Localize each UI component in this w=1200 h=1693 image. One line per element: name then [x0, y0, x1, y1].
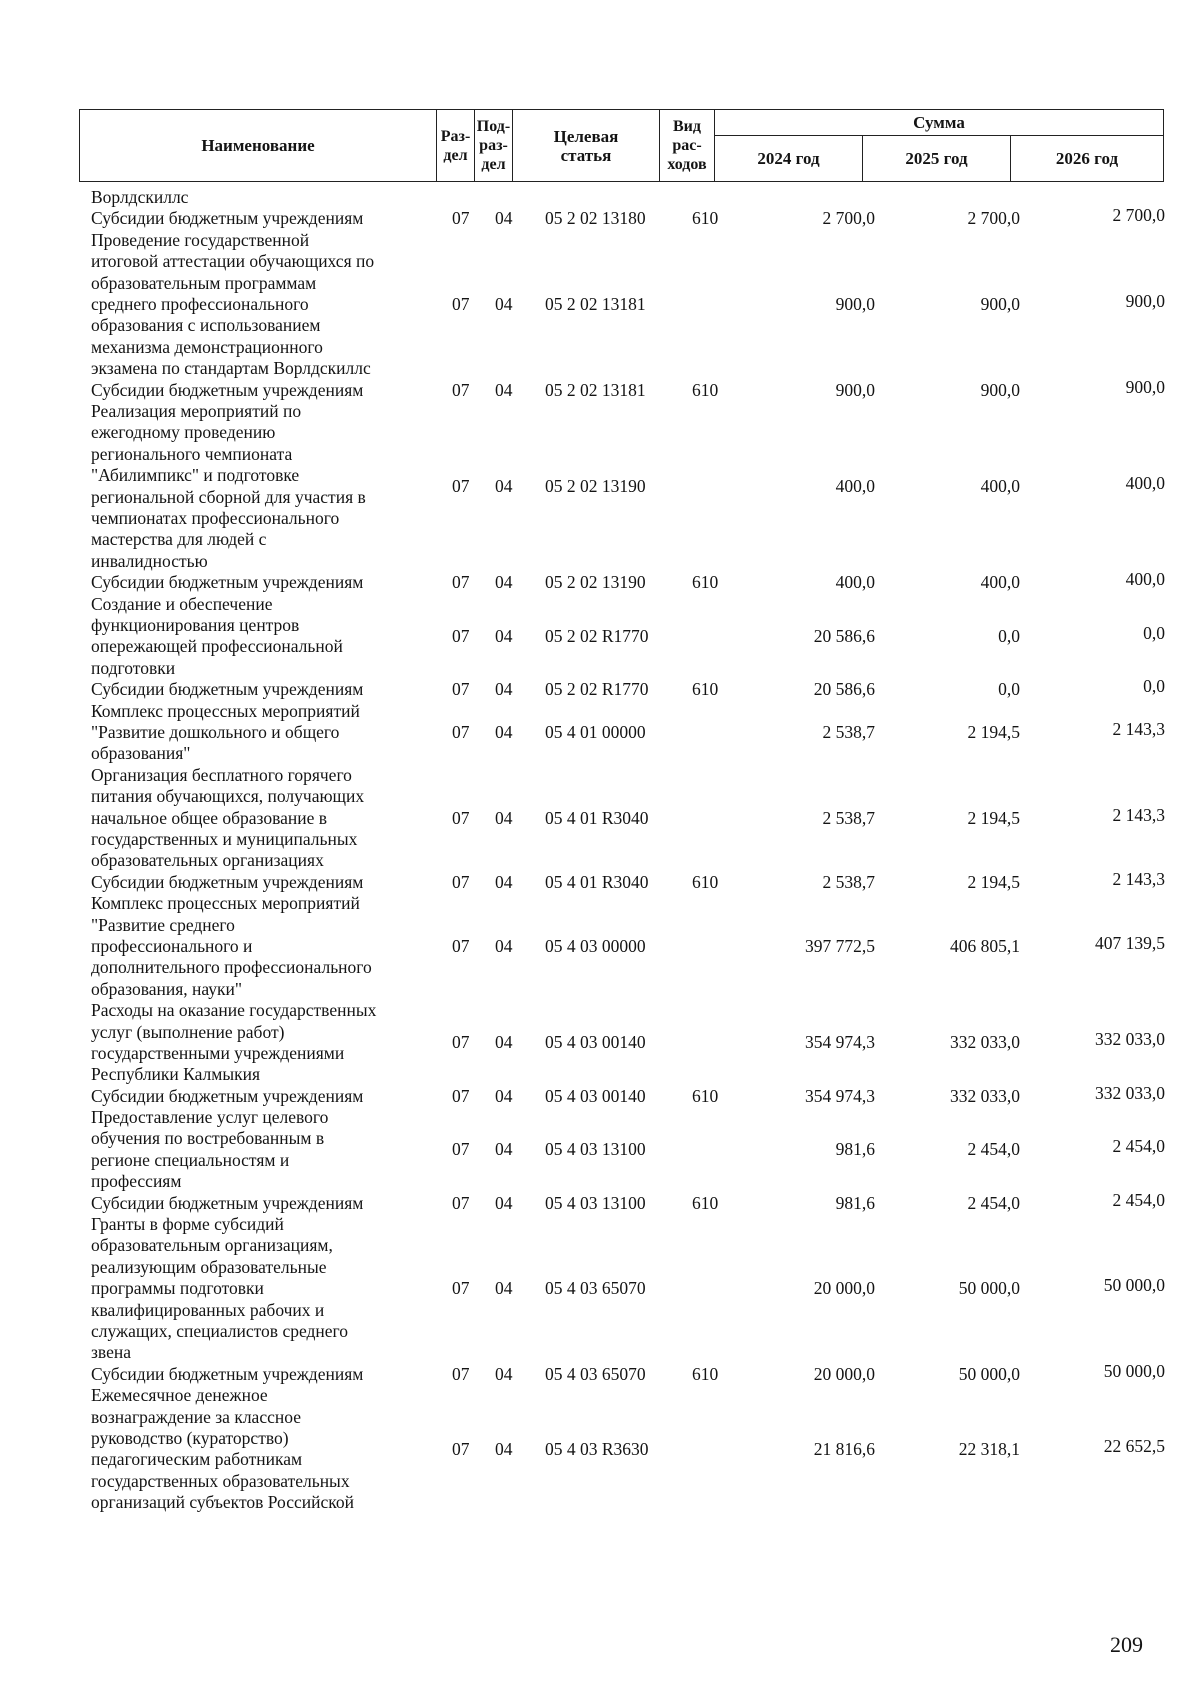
row-name	[91, 208, 436, 229]
row-sum-2026: 50 000,0	[1103, 1360, 1165, 1381]
header-target-article: Целевая статья	[513, 110, 660, 182]
row-podrazdel: 04	[495, 871, 513, 892]
row-name-line: регионе специальностям и	[91, 1149, 290, 1170]
row-name-line: Предоставление услуг целевого	[91, 1107, 329, 1128]
row-name-line: педагогическим работникам	[91, 1449, 303, 1470]
row-name-line: опережающей профессиональной	[91, 636, 343, 657]
row-name	[91, 401, 436, 572]
row-name-line: Субсидии бюджетным учреждениям	[91, 208, 364, 229]
row-sum-2024: 2 538,7	[822, 721, 875, 742]
table-row	[0, 1214, 1200, 1364]
row-name-line: ежегодному проведению	[91, 422, 276, 443]
row-razdel: 07	[452, 293, 470, 314]
row-name	[91, 380, 436, 401]
row-sum-2026: 2 143,3	[1112, 718, 1165, 739]
row-podrazdel: 04	[495, 1032, 513, 1053]
row-sum-2024: 981,6	[835, 1192, 875, 1213]
row-sum-2025: 50 000,0	[958, 1278, 1020, 1299]
row-name-line: Субсидии бюджетным учреждениям	[91, 1363, 364, 1384]
row-name-line: Проведение государственной	[91, 229, 310, 250]
row-sum-2026: 2 143,3	[1112, 868, 1165, 889]
row-name-line: образовательным программам	[91, 272, 317, 293]
row-sum-2025: 2 454,0	[967, 1192, 1020, 1213]
row-name-line: дополнительного профессионального	[91, 957, 372, 978]
row-sum-2026: 2 454,0	[1112, 1189, 1165, 1210]
row-name-line: вознаграждение за классное	[91, 1406, 301, 1427]
row-sum-2026: 50 000,0	[1103, 1275, 1165, 1296]
row-name-line: подготовки	[91, 657, 176, 678]
row-sum-2024: 20 586,6	[813, 679, 875, 700]
row-name	[91, 1086, 436, 1107]
row-expense-type: 610	[692, 679, 719, 700]
row-expense-type: 610	[692, 572, 719, 593]
row-podrazdel: 04	[495, 807, 513, 828]
row-sum-2024: 20 586,6	[813, 625, 875, 646]
header-name: Наименование	[80, 110, 437, 182]
header-year-2024: 2024 год	[715, 136, 863, 182]
row-name-line: образования с использованием	[91, 315, 321, 336]
row-name	[91, 1000, 436, 1086]
row-razdel: 07	[452, 721, 470, 742]
row-sum-2026: 332 033,0	[1095, 1082, 1165, 1103]
row-razdel: 07	[452, 1278, 470, 1299]
row-name	[91, 893, 436, 1000]
row-razdel: 07	[452, 208, 470, 229]
row-target-article: 05 2 02 13181	[545, 293, 646, 314]
header-sum: Сумма	[715, 110, 1164, 136]
row-name	[91, 872, 436, 893]
row-target-article: 05 4 03 R3630	[545, 1438, 649, 1459]
table-row	[0, 676, 1200, 700]
row-name-line: инвалидностью	[91, 550, 208, 571]
row-expense-type: 610	[692, 1363, 719, 1384]
row-name-line: Ежемесячное денежное	[91, 1385, 268, 1406]
table-row	[0, 376, 1200, 401]
row-name-line: Реализация мероприятий по	[91, 400, 302, 421]
row-name-line: Ворлдскиллс	[91, 187, 189, 207]
row-sum-2024: 2 700,0	[822, 208, 875, 229]
row-name-line: регионального чемпионата	[91, 443, 293, 464]
row-sum-2025: 2 194,5	[967, 807, 1020, 828]
row-sum-2025: 2 700,0	[967, 208, 1020, 229]
row-sum-2024: 20 000,0	[813, 1363, 875, 1384]
row-name	[91, 230, 436, 380]
row-expense-type: 610	[692, 208, 719, 229]
row-sum-2026: 332 033,0	[1095, 1029, 1165, 1050]
row-sum-2026: 2 143,3	[1112, 804, 1165, 825]
row-sum-2024: 21 816,6	[813, 1438, 875, 1459]
row-podrazdel: 04	[495, 1438, 513, 1459]
row-sum-2024: 981,6	[835, 1139, 875, 1160]
row-name-line: Субсидии бюджетным учреждениям	[91, 1192, 364, 1213]
row-target-article: 05 4 03 00000	[545, 935, 646, 956]
row-sum-2025: 332 033,0	[950, 1085, 1020, 1106]
page-number: 209	[1110, 1632, 1143, 1657]
row-podrazdel: 04	[495, 379, 513, 400]
table-row	[0, 1385, 1200, 1513]
row-podrazdel: 04	[495, 293, 513, 314]
row-name-line: Республики Калмыкия	[91, 1064, 261, 1085]
row-expense-type: 610	[692, 1192, 719, 1213]
row-name-line: государственных и муниципальных	[91, 828, 358, 849]
row-name-line: итоговой аттестации обучающихся по	[91, 251, 375, 272]
row-name-line: мастерства для людей с	[91, 529, 267, 550]
row-sum-2025: 900,0	[980, 379, 1020, 400]
table-row	[0, 205, 1200, 229]
row-name-line: "Развитие дошкольного и общего	[91, 721, 340, 742]
row-razdel: 07	[452, 379, 470, 400]
row-name-line: Субсидии бюджетным учреждениям	[91, 871, 364, 892]
row-target-article: 05 4 01 R3040	[545, 807, 649, 828]
row-razdel: 07	[452, 807, 470, 828]
row-name	[91, 1214, 436, 1364]
row-sum-2025: 400,0	[980, 572, 1020, 593]
row-razdel: 07	[452, 679, 470, 700]
row-sum-2024: 400,0	[835, 475, 875, 496]
table-header	[79, 109, 1164, 182]
row-name	[91, 1385, 436, 1513]
table-row	[0, 1000, 1200, 1086]
table-row	[0, 868, 1200, 893]
row-razdel: 07	[452, 1192, 470, 1213]
row-target-article: 05 2 02 13190	[545, 475, 646, 496]
row-name-line: Субсидии бюджетным учреждениям	[91, 1085, 364, 1106]
row-name-line: руководство (кураторство)	[91, 1428, 289, 1449]
row-razdel: 07	[452, 475, 470, 496]
row-sum-2025: 22 318,1	[958, 1438, 1020, 1459]
table-row	[0, 569, 1200, 593]
row-razdel: 07	[452, 1032, 470, 1053]
table-row	[0, 765, 1200, 872]
row-sum-2025: 400,0	[980, 475, 1020, 496]
row-name	[91, 701, 436, 765]
row-razdel: 07	[452, 1363, 470, 1384]
row-target-article: 05 2 02 R1770	[545, 625, 649, 646]
row-podrazdel: 04	[495, 1085, 513, 1106]
row-sum-2025: 50 000,0	[958, 1363, 1020, 1384]
table-row	[0, 1360, 1200, 1385]
row-sum-2024: 354 974,3	[805, 1032, 875, 1053]
row-name-line: среднего профессионального	[91, 293, 309, 314]
row-name-line: организаций субъектов Российской	[91, 1492, 354, 1513]
row-sum-2025: 900,0	[980, 293, 1020, 314]
table-row	[0, 893, 1200, 1000]
row-name-line: чемпионатах профессионального	[91, 507, 340, 528]
row-sum-2026: 2 454,0	[1112, 1136, 1165, 1157]
row-sum-2024: 20 000,0	[813, 1278, 875, 1299]
row-sum-2024: 354 974,3	[805, 1085, 875, 1106]
header-podrazdel: Под- раз- дел	[475, 110, 513, 182]
row-sum-2025: 2 194,5	[967, 871, 1020, 892]
row-razdel: 07	[452, 625, 470, 646]
row-sum-2024: 2 538,7	[822, 871, 875, 892]
row-name-line: Расходы на оказание государственных	[91, 1000, 377, 1021]
row-target-article: 05 4 03 00140	[545, 1032, 646, 1053]
row-razdel: 07	[452, 1139, 470, 1160]
row-name	[91, 572, 436, 593]
row-name	[91, 1193, 436, 1214]
row-target-article: 05 4 03 65070	[545, 1363, 646, 1384]
row-sum-2026: 400,0	[1125, 472, 1165, 493]
row-sum-2024: 400,0	[835, 572, 875, 593]
row-sum-2026: 900,0	[1125, 290, 1165, 311]
row-sum-2026: 0,0	[1143, 676, 1165, 697]
row-name	[91, 187, 436, 208]
row-name-line: Комплекс процессных мероприятий	[91, 893, 360, 914]
row-name-line: Субсидии бюджетным учреждениям	[91, 572, 364, 593]
row-target-article: 05 4 03 00140	[545, 1085, 646, 1106]
row-sum-2026: 22 652,5	[1103, 1435, 1165, 1456]
row-name-line: обучения по востребованным в	[91, 1128, 325, 1149]
row-name-line: экзамена по стандартам Ворлдскиллс	[91, 358, 371, 379]
row-razdel: 07	[452, 1085, 470, 1106]
row-podrazdel: 04	[495, 721, 513, 742]
row-sum-2026: 900,0	[1125, 376, 1165, 397]
header-razdel: Раз- дел	[437, 110, 475, 182]
row-podrazdel: 04	[495, 1363, 513, 1384]
row-name-line: программы подготовки	[91, 1278, 264, 1299]
row-name-line: начальное общее образование в	[91, 807, 328, 828]
row-target-article: 05 2 02 R1770	[545, 679, 649, 700]
row-expense-type: 610	[692, 871, 719, 892]
row-podrazdel: 04	[495, 679, 513, 700]
header-year-2025: 2025 год	[863, 136, 1011, 182]
row-name	[91, 1364, 436, 1385]
row-target-article: 05 4 03 65070	[545, 1278, 646, 1299]
row-name-line: профессионального и	[91, 935, 253, 956]
row-name-line: питания обучающихся, получающих	[91, 786, 365, 807]
row-target-article: 05 4 01 00000	[545, 721, 646, 742]
row-name-line: звена	[91, 1342, 131, 1363]
row-name-line: Субсидии бюджетным учреждениям	[91, 379, 364, 400]
row-name-line: образовательным организациям,	[91, 1235, 333, 1256]
row-sum-2024: 397 772,5	[805, 935, 875, 956]
table-row	[0, 1189, 1200, 1214]
row-podrazdel: 04	[495, 208, 513, 229]
table-row	[0, 701, 1200, 765]
row-name-line: "Развитие среднего	[91, 914, 235, 935]
row-target-article: 05 4 01 R3040	[545, 871, 649, 892]
row-name-line: служащих, специалистов среднего	[91, 1321, 349, 1342]
row-name-line: услуг (выполнение работ)	[91, 1021, 285, 1042]
row-target-article: 05 2 02 13190	[545, 572, 646, 593]
row-podrazdel: 04	[495, 935, 513, 956]
row-name-line: образования, науки"	[91, 978, 243, 999]
table-row	[0, 1082, 1200, 1107]
row-sum-2024: 2 538,7	[822, 807, 875, 828]
row-razdel: 07	[452, 572, 470, 593]
row-target-article: 05 2 02 13181	[545, 379, 646, 400]
row-sum-2025: 0,0	[998, 679, 1020, 700]
row-name-line: Субсидии бюджетным учреждениям	[91, 679, 364, 700]
row-podrazdel: 04	[495, 1139, 513, 1160]
row-name-line: квалифицированных рабочих и	[91, 1299, 325, 1320]
row-name-line: Комплекс процессных мероприятий	[91, 700, 360, 721]
row-sum-2025: 2 194,5	[967, 721, 1020, 742]
row-expense-type: 610	[692, 379, 719, 400]
row-name	[91, 765, 436, 872]
row-sum-2026: 400,0	[1125, 569, 1165, 590]
table-row	[0, 230, 1200, 380]
table-row	[0, 401, 1200, 572]
row-razdel: 07	[452, 1438, 470, 1459]
row-name-line: образовательных организациях	[91, 850, 324, 871]
row-sum-2025: 0,0	[998, 625, 1020, 646]
row-sum-2025: 2 454,0	[967, 1139, 1020, 1160]
row-name-line: Организация бесплатного горячего	[91, 764, 352, 785]
row-name-line: региональной сборной для участия в	[91, 486, 366, 507]
row-name-line: государственных образовательных	[91, 1470, 350, 1491]
row-podrazdel: 04	[495, 572, 513, 593]
header-expense-type: Вид рас- ходов	[660, 110, 715, 182]
row-sum-2025: 406 805,1	[950, 935, 1020, 956]
row-sum-2025: 332 033,0	[950, 1032, 1020, 1053]
row-name-line: реализующим образовательные	[91, 1256, 327, 1277]
row-name-line: Создание и обеспечение	[91, 593, 273, 614]
row-name-line: "Абилимпикс" и подготовке	[91, 465, 300, 486]
row-name-line: механизма демонстрационного	[91, 336, 323, 357]
row-name-line: Гранты в форме субсидий	[91, 1214, 284, 1235]
table-row	[0, 1107, 1200, 1193]
row-sum-2024: 900,0	[835, 293, 875, 314]
row-sum-2026: 0,0	[1143, 622, 1165, 643]
row-target-article: 05 4 03 13100	[545, 1139, 646, 1160]
row-sum-2026: 407 139,5	[1095, 932, 1165, 953]
table-row	[0, 594, 1200, 680]
row-target-article: 05 2 02 13180	[545, 208, 646, 229]
row-podrazdel: 04	[495, 475, 513, 496]
row-razdel: 07	[452, 935, 470, 956]
row-target-article: 05 4 03 13100	[545, 1192, 646, 1213]
row-sum-2024: 900,0	[835, 379, 875, 400]
row-podrazdel: 04	[495, 1278, 513, 1299]
row-razdel: 07	[452, 871, 470, 892]
row-expense-type: 610	[692, 1085, 719, 1106]
row-name-line: государственными учреждениями	[91, 1042, 345, 1063]
row-name-line: образования"	[91, 743, 191, 764]
header-year-2026: 2026 год	[1011, 136, 1164, 182]
row-name	[91, 679, 436, 700]
row-name-line: функционирования центров	[91, 614, 300, 635]
row-podrazdel: 04	[495, 625, 513, 646]
table-body	[0, 187, 1200, 1514]
row-name	[91, 594, 436, 680]
row-sum-2026: 2 700,0	[1112, 205, 1165, 226]
row-name-line: профессиям	[91, 1171, 182, 1192]
row-podrazdel: 04	[495, 1192, 513, 1213]
row-name	[91, 1107, 436, 1193]
